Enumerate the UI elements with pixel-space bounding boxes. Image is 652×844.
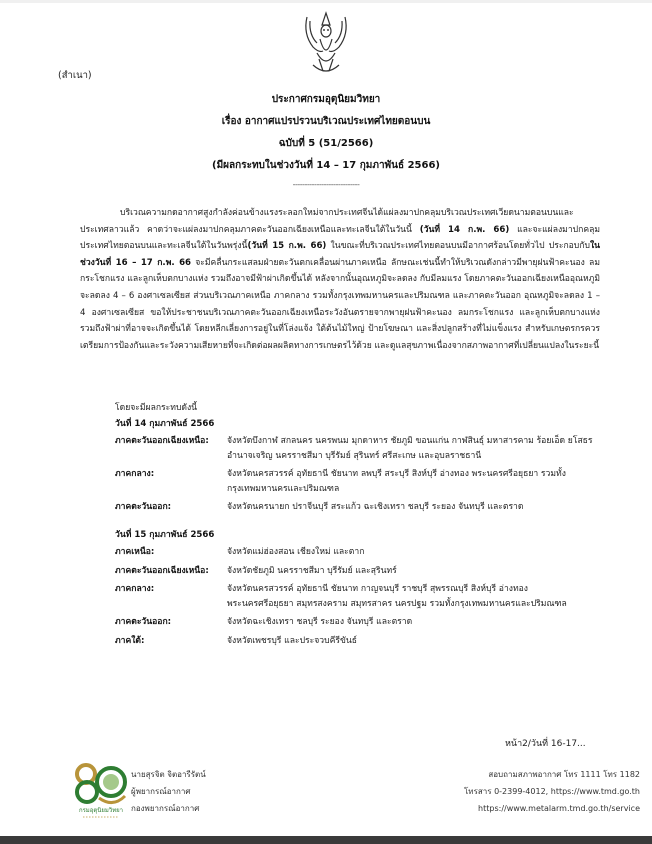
- region-label: ภาคตะวันออกเฉียงเหนือ:: [115, 436, 209, 446]
- announcement-issue-number: ฉบับที่ 5 (51/2566): [278, 138, 374, 149]
- body-date-2: (วันที่ 15 ก.พ. 66): [247, 241, 327, 252]
- region-row: [115, 634, 595, 649]
- signer-name: นายสุรจิต จิตอารีรัตน์: [131, 770, 206, 779]
- viewer-bottom-bar: [0, 836, 652, 844]
- region-label: ภาคใต้:: [115, 635, 145, 646]
- signer-block: [131, 766, 206, 817]
- body-date-1: (วันที่ 14 ก.พ. 66): [419, 224, 510, 235]
- contact-phone: สอบถามสภาพอากาศ โทร 1111 โทร 1182: [488, 770, 640, 779]
- signer-division: กองพยากรณ์อากาศ: [131, 804, 200, 813]
- top-edge: [0, 0, 652, 3]
- tmd-80th-anniversary-logo-icon: [73, 758, 129, 820]
- day-title: วันที่ 14 กุมภาพันธ์ 2566: [115, 419, 215, 429]
- body-text-3: ในขณะที่บริเวณประเทศไทยตอนบนมีอากาศร้อนโดยทั่วไป ประกอบกับ: [326, 241, 590, 252]
- region-provinces: จังหวัดนครนายก ปราจีนบุรี สระแก้ว ฉะเชิงเทรา ชลบุรี ระยอง จันทบุรี และตราด: [227, 502, 524, 512]
- region-row: [115, 545, 595, 560]
- day-section: [115, 527, 595, 652]
- region-row: [115, 582, 595, 611]
- region-label: ภาคตะวันออกเฉียงเหนือ:: [115, 565, 209, 576]
- region-provinces: จังหวัดเพชรบุรี และประจวบคีรีขันธ์: [227, 635, 357, 646]
- region-provinces: จังหวัดแม่ฮ่องสอน เชียงใหม่ และตาก: [227, 547, 365, 557]
- signer-position: ผู้พยากรณ์อากาศ: [131, 787, 191, 796]
- day-section: [115, 416, 595, 519]
- body-text-1: บริเวณความกดอากาศสูงกำลังค่อนข้างแรงระลอกใหม่จากประเทศจีนได้แผ่ลงมาปกคลุมบริเวณประเทศเวียดนามตอนบนและประเทศลาวแล้ว คาดว่าจะแผ่ลงมาปกคลุมภาคตะวันออกเฉียงเหนือและทะเลจีนใต้ในวันนี้: [80, 208, 574, 235]
- announcement-subject: เรื่อง อากาศแปรปรวนบริเวณประเทศไทยตอนบน: [221, 116, 431, 127]
- region-label: ภาคกลาง:: [115, 469, 155, 479]
- contact-fax-website[interactable]: โทรสาร 0-2399-4012, https://www.tmd.go.th: [464, 787, 640, 796]
- region-label: ภาคกลาง:: [115, 584, 155, 594]
- region-row: [115, 467, 595, 496]
- contact-block: [464, 766, 640, 817]
- day-title: วันที่ 15 กุมภาพันธ์ 2566: [115, 530, 215, 540]
- effects-intro: โดยจะมีผลกระทบดังนี้: [115, 403, 198, 413]
- region-provinces: จังหวัดบึงกาฬ สกลนคร นครพนม มุกดาหาร ชัยภูมิ ขอนแก่น กาฬสินธุ์ มหาสารคาม ร้อยเอ็ด ยโสธร อำนาจเจริญ นครราชสีมา บุรีรัมย์ สุรินทร์ ศรีสะเกษ และอุบลราชธานี: [227, 436, 593, 461]
- body-text-2: และจะแผ่ลงมาปกคลุมประเทศไทยตอนบนและทะเลจีนใต้ในวันพรุ่งนี้: [80, 224, 601, 252]
- region-provinces: จังหวัดนครสวรรค์ อุทัยธานี ชัยนาท กาญจนบุรี ราชบุรี สุพรรณบุรี สิงห์บุรี อ่างทอง พระนครศรีอยุธยา สมุทรสงคราม สมุทรสาคร นครปฐม รวมทั้งกรุงเทพมหานครและปริมณฑล: [227, 584, 567, 609]
- region-row: [115, 615, 595, 630]
- region-provinces: จังหวัดชัยภูมิ นครราชสีมา บุรีรัมย์ และสุรินทร์: [227, 565, 397, 576]
- region-row: [115, 564, 595, 579]
- region-row: [115, 500, 595, 515]
- body-date-3: ในช่วงวันที่ 16 – 17 ก.พ. 66: [80, 241, 601, 268]
- region-row: [115, 434, 595, 463]
- announcement-agency: ประกาศกรมอุตุนิยมวิทยา: [271, 94, 381, 105]
- body-paragraph: [80, 205, 600, 354]
- region-provinces: จังหวัดนครสวรรค์ อุทัยธานี ชัยนาท ลพบุรี สระบุรี สิงห์บุรี อ่างทอง พระนครศรีอยุธยา รวมทั้งกรุงเทพมหานครและปริมณฑล: [227, 469, 566, 494]
- logo-caption: กรมอุตุนิยมวิทยา: [78, 807, 124, 814]
- region-provinces: จังหวัดฉะเชิงเทรา ชลบุรี ระยอง จันทบุรี และตราด: [227, 617, 413, 627]
- region-label: ภาคตะวันออก:: [115, 502, 172, 512]
- contact-service-link[interactable]: https://www.metalarm.tmd.go.th/service: [478, 804, 640, 813]
- region-label: ภาคเหนือ:: [115, 547, 155, 557]
- copy-label: (สำเนา): [58, 70, 92, 81]
- garuda-emblem-icon: [301, 9, 351, 79]
- announcement-effective-period: (มีผลกระทบในช่วงวันที่ 14 – 17 กุมภาพันธ์ 2566): [212, 160, 440, 171]
- region-label: ภาคตะวันออก:: [115, 617, 172, 627]
- next-page-reference: หน้า2/วันที่ 16-17...: [505, 739, 586, 749]
- divider: ----------------------------: [292, 180, 360, 189]
- body-text-4: จะมีคลื่นกระแสลมฝ่ายตะวันตกเคลื่อนผ่านภาคเหนือ ลักษณะเช่นนี้ทำให้บริเวณดังกล่าวมีพายุฝนฟ้าคะนอง ลมกระโชกแรง และลูกเห็บตกบางแห่ง รวมถึงอาจมีฟ้าผ่าเกิดขึ้นได้ หลังจากนั้นอุณหภูมิจะลดลง กับมีลมแรง โดยภาคตะวันออกเฉียงเหนืออุณหภูมิจะลดลง 4 – 6 องศาเซลเซียส ส่วนบริเวณภาคเหนือ ภาคกลาง รวมทั้งกรุงเทพมหานครและปริมณฑล และภาคตะวันออก อุณหภูมิจะลดลง 1 – 4 องศาเซลเซียส ขอให้ประชาชนบริเวณภาคตะวันออกเฉียงเหนือระวังอันตรายจากพายุฝนฟ้าคะนอง ลมกระโชกแรง และลูกเห็บตกบางแห่ง รวมถึงฟ้าผ่าที่อาจจะเกิดขึ้นได้ โดยหลีกเลี่ยงการอยู่ในที่โล่งแจ้ง ใต้ต้นไม้ใหญ่ ป้ายโฆษณา และสิ่งปลูกสร้างที่ไม่แข็งแรง สำหรับเกษตรกรควรเตรียมการป้องกันและระวังความเสียหายที่จะเกิดต่อผลผลิตทางการเกษตรไว้ด้วย และดูแลสุขภาพเนื่องจากสภาพอากาศที่เปลี่ยนแปลงในระยะนี้: [80, 257, 600, 351]
